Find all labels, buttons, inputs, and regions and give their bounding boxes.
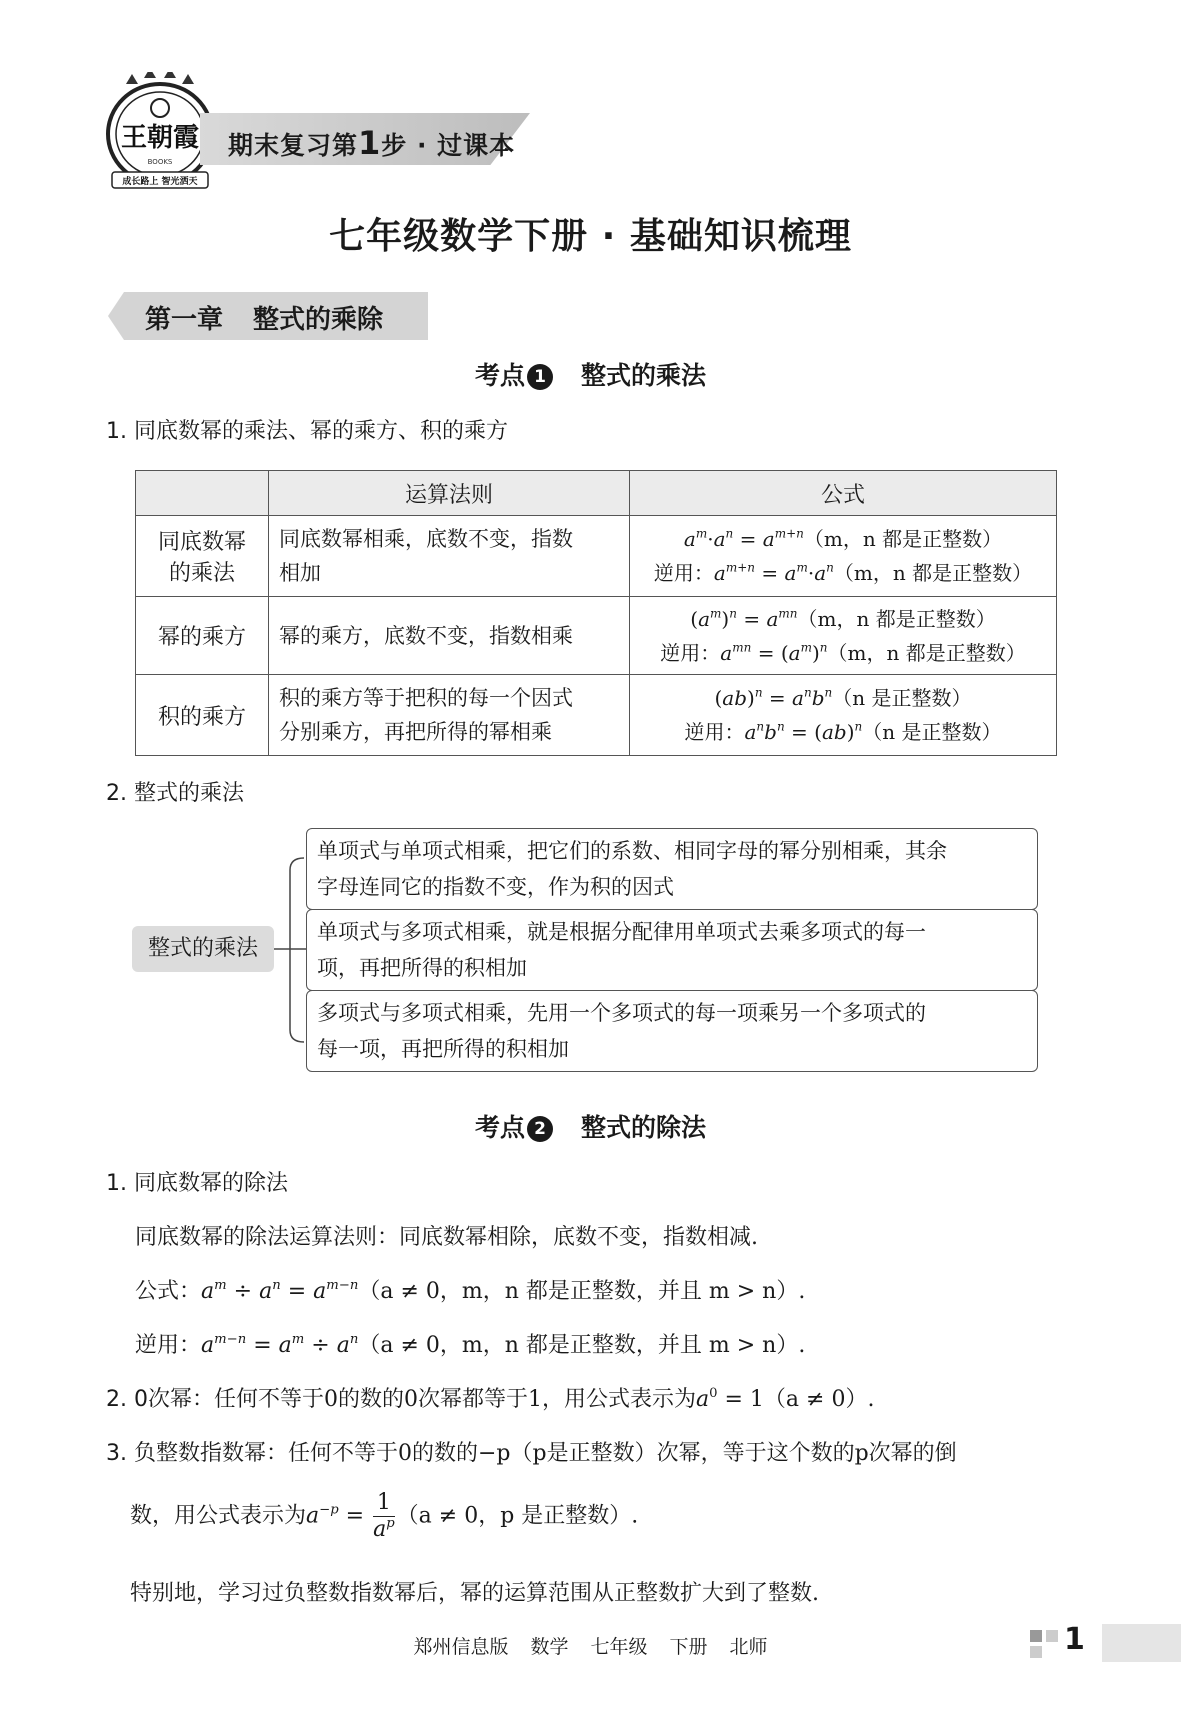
formula-cell: $(a^m)^n = a^{mn}(m$，n 都是正整数） 逆用：$a^{mn} = (a^m)^n(m$，n 都是正整数） [630,597,1057,675]
table-row: 同底数幂 的乘法 同底数幂相乘，底数不变，指数 相加 $a^m\cdot a^n = a^{m+n}(m$，n 都是正整数） 逆用：$a^{m+n} = a^m\cdot a^n(m$，n 都是正整数） [136,516,1057,597]
negative-power-note: 特别地，学习过负整数指数幂后，幂的运算范围从正整数扩大到了整数. [130,1581,819,1606]
mindmap-box-poly-poly: 多项式与多项式相乘，先用一个多项式的每一项乘另一个多项式的 每一项，再把所得的积相加 [306,990,1038,1072]
table-header-rule: 运算法则 [269,471,630,516]
page-number: 1 [1064,1622,1085,1657]
section-1-1-heading: 1. 同底数幂的乘法、幂的乘方、积的乘方 [106,419,508,444]
logo-motto: 成长路上 智光洒天 [122,177,198,187]
section-1-2-heading: 2. 整式的乘法 [106,781,244,806]
division-rule: 同底数幂的除法运算法则：同底数幂相除，底数不变，指数相减. [135,1225,759,1250]
kaodian-2-heading: 考点 2 整式的除法 [474,1113,707,1142]
section-2-1-heading: 1. 同底数幂的除法 [106,1171,288,1196]
table-row: 积的乘方 积的乘方等于把积的每一个因式 分别乘方，再把所得的幂相乘 $(ab)^n = a^nb^n(n$ 是正整数） 逆用：$a^nb^n = (ab)^n(n$ 是正整数） [136,675,1057,756]
mindmap-box-mono-mono: 单项式与单项式相乘，把它们的系数、相同字母的幂分别相乘，其余 字母连同它的指数不变，作为积的因式 [306,828,1038,910]
chapter-heading: 第一章 整式的乘除 [145,305,384,335]
footer-info: 郑州信息版 数学 七年级 下册 北师 [413,1636,768,1658]
formula-cell: $(ab)^n = a^nb^n(n$ 是正整数） 逆用：$a^nb^n = (ab)^n(n$ 是正整数） [630,675,1057,756]
negative-power-line1: 3. 负整数指数幂：任何不等于0的数的−p（p是正整数）次幂，等于这个数的p次幂的倒 [106,1441,957,1466]
footer-bar [1102,1624,1181,1662]
kaodian-1-heading: 考点 1 整式的乘法 [474,361,707,390]
publisher-logo [104,72,216,200]
division-reverse: 逆用：$a^{m-n} = a^m \div a^n(a \ne 0$，m，n 都是正整数，并且 m > n）. [135,1331,806,1358]
page-title: 七年级数学下册 · 基础知识梳理 [329,216,852,257]
footer-decoration [1026,1626,1062,1662]
power-rules-table [135,470,1057,756]
table-row: 幂的乘方 幂的乘方，底数不变，指数相乘 $(a^m)^n = a^{mn}(m$，n 都是正整数） 逆用：$a^{mn} = (a^m)^n(m$，n 都是正整数） [136,597,1057,675]
formula-cell: $a^m\cdot a^n = a^{m+n}(m$，n 都是正整数） 逆用：$a^{m+n} = a^m\cdot a^n(m$，n 都是正整数） [630,516,1057,597]
mindmap-box-mono-poly: 单项式与多项式相乘，就是根据分配律用单项式去乘多项式的每一 项，再把所得的积相加 [306,909,1038,991]
table-header-formula: 公式 [630,471,1057,516]
header-banner-text: 期末复习第1步 · 过课本 [228,124,516,162]
logo-brand: 王朝霞 [120,123,200,153]
mindmap-root: 整式的乘法 [132,926,274,972]
fraction: $\frac{1}{a^p}$ [373,1490,395,1542]
table-header-blank [136,471,269,516]
division-formula: 公式：$a^m \div a^n = a^{m-n}(a \ne 0$，m，n 都是正整数，并且 m > n）. [135,1277,806,1304]
mindmap-brace [270,830,310,1070]
zero-power: 2. 0次幂：任何不等于0的数的0次幂都等于1，用公式表示为$a^0 = 1(a \ne 0)$. [106,1385,875,1412]
logo-small: BOOKS [147,158,173,166]
negative-power-line2: 数，用公式表示为$a^{-p}$ = $\frac{1}{a^p}$ （a ≠ 0，p 是正整数）. [130,1490,639,1542]
